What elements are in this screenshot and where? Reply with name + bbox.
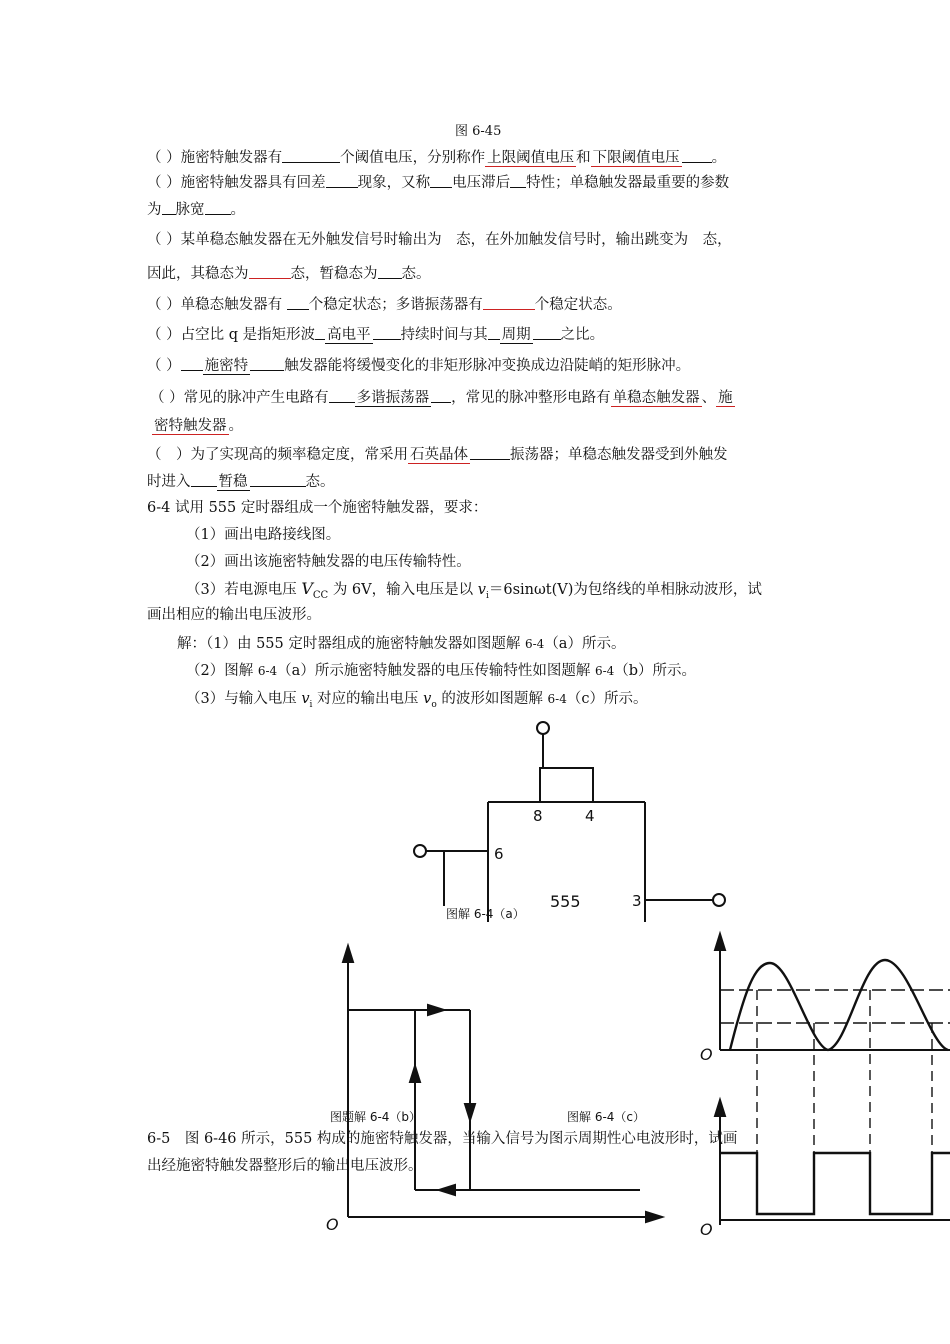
answer-text: 周期: [501, 327, 531, 343]
question-line: 因此，其稳态为 态，暂稳态为 态。: [147, 262, 431, 284]
y-axis-arrow: [343, 946, 353, 962]
problem-6-5-line: 出经施密特触发器整形后的输出电压波形。: [147, 1158, 423, 1174]
figure-a-caption: 图解 6-4（a）: [446, 907, 525, 921]
problem-requirement: 画出相应的输出电压波形。: [147, 607, 321, 623]
chip-label: 555: [550, 892, 581, 911]
input-terminal: [414, 845, 426, 857]
origin-label: O: [326, 1215, 339, 1234]
answer-text: 施: [718, 390, 733, 406]
question-line: （ ）占空比 q 是指矩形波 高电平 持续时间与其 周期 之比。: [147, 323, 604, 345]
pin-4-label: 4: [585, 807, 595, 825]
problem-requirement: （3）若电源电压 $V_{CC}$ 为 6V，输入电压是以 $v_i=6\sin\omega t(V)$为包络线的单相脉动波形，试: [186, 579, 762, 601]
figure-caption-6-45: 图 6-45: [455, 124, 502, 139]
question-line: 为 脉宽 。: [147, 198, 245, 220]
answer-text: 石英晶体: [410, 447, 468, 463]
answer-text: 上限阈值电压: [487, 150, 575, 166]
answer-text: 密特触发器: [154, 418, 227, 434]
figure-b-caption: 图题解 6-4（b）: [330, 1110, 422, 1124]
pin-6-label: 6: [494, 845, 504, 863]
output-terminal: [713, 894, 725, 906]
question-line: （ ）为了实现高的频率稳定度，常采用 石英晶体 振荡器；单稳态触发器受到外触发: [147, 443, 728, 465]
question-line: （ ） 施密特 触发器能将缓慢变化的非矩形脉冲变换成边沿陡峭的矩形脉冲。: [147, 354, 690, 376]
question-line: （ ）某单稳态触发器在无外触发信号时输出为 态，在外加触发信号时，输出跳变为 态，: [147, 232, 732, 248]
origin-label-top: O: [700, 1045, 713, 1064]
question-line: （ ）单稳态触发器有 个稳定状态；多谐振荡器有 个稳定状态。: [147, 293, 622, 315]
question-line: （ ）常见的脉冲产生电路有 多谐振荡器 ，常见的脉冲整形电路有 单稳态触发器 、 施: [150, 386, 735, 408]
question-line: 时进入 暂稳 态。: [147, 470, 335, 492]
solution-line: 解：（1）由 555 定时器组成的施密特触发器如图题解 6-4（a）所示。: [177, 636, 626, 652]
problem-title: 6-4 试用 555 定时器组成一个施密特触发器，要求：: [147, 500, 488, 516]
problem-6-5-line: 6-5 图 6-46 所示，555 构成的施密特触发器，当输入信号为图示周期性心电波形时，试画: [147, 1131, 738, 1147]
output-waveform: [720, 1153, 950, 1214]
solution-line: （2）图解 6-4（a）所示施密特触发器的电压传输特性如图题解 6-4（b）所示。: [186, 663, 697, 679]
solution-line: （3）与输入电压 $v_i$ 对应的输出电压 $v_o$ 的波形如图题解 6-4（c）所示。: [186, 691, 648, 710]
figure-c-caption: 图解 6-4（c）: [567, 1110, 646, 1124]
transfer-characteristic: [343, 946, 662, 1222]
pin-8-label: 8: [533, 807, 543, 825]
pin-3-label: 3: [632, 892, 642, 910]
problem-requirement: （1）画出电路接线图。: [186, 527, 341, 543]
origin-label-bottom: O: [700, 1220, 713, 1239]
answer-text: 施密特: [204, 358, 249, 374]
question-line: 密特触发器 。: [154, 418, 243, 434]
problem-requirement: （2）画出该施密特触发器的电压传输特性。: [186, 554, 471, 570]
answer-text: 高电平: [327, 327, 371, 343]
x-axis-arrow: [646, 1212, 662, 1222]
question-line: （ ）施密特触发器有 个阈值电压，分别称作 上限阈值电压 和 下限阈值电压 。: [147, 146, 726, 168]
answer-text: 下限阈值电压: [592, 150, 680, 166]
answer-text: 暂稳: [218, 474, 248, 490]
answer-text: 多谐振荡器: [356, 390, 430, 406]
waveform-plot: [715, 934, 950, 1225]
input-waveform: [730, 960, 948, 1050]
vcc-terminal: [537, 722, 549, 734]
question-line: （ ）施密特触发器具有回差 现象，又称 电压滞后 特性；单稳触发器最重要的参数: [147, 171, 729, 193]
answer-text: 单稳态触发器: [612, 390, 700, 406]
